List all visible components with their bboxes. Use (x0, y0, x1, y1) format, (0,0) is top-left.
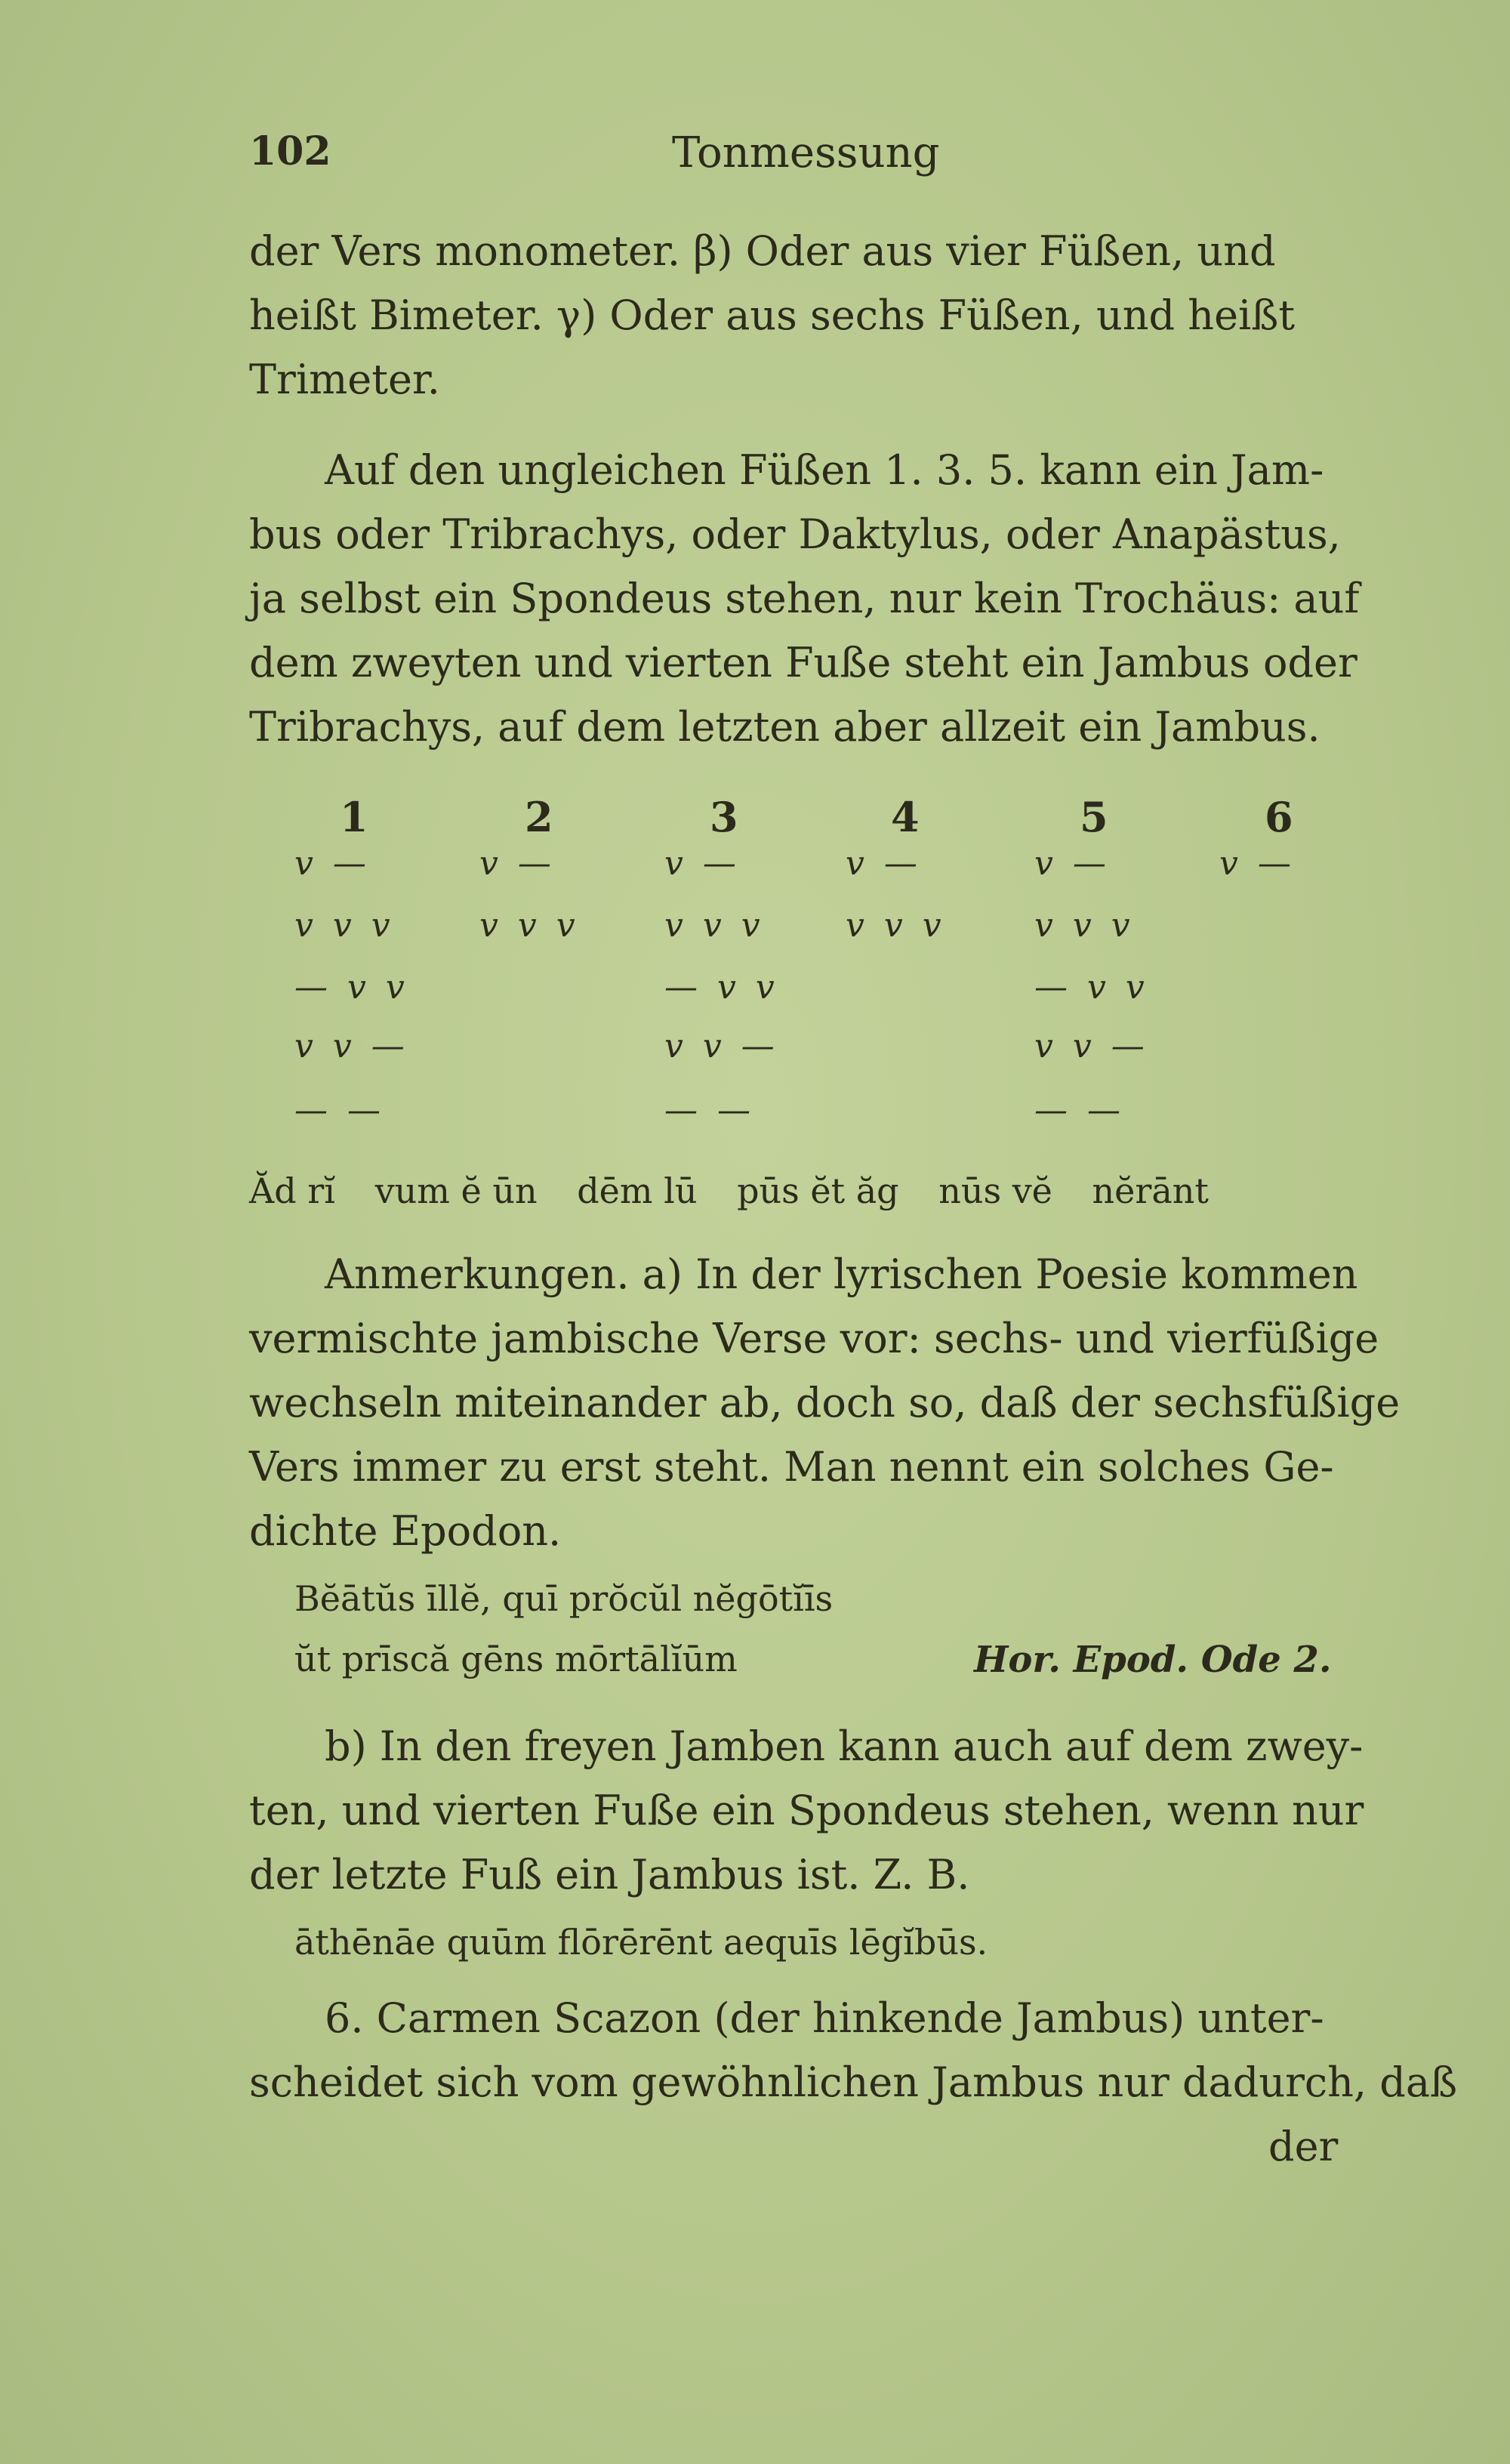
scheme-row: v v v (664, 906, 765, 945)
scheme-row: — v v (1034, 968, 1149, 1007)
verse-line: ŭt prīscă gēns mōrtālĭūm (294, 1639, 738, 1679)
syllable-group: Ăd rĭ (249, 1170, 335, 1211)
foot-number: 6 (1265, 793, 1293, 841)
text-line: Vers immer zu erst steht. Man nennt ein solches Ge- (249, 1443, 1334, 1491)
syllable-group: nūs vĕ (938, 1170, 1052, 1211)
metrical-scheme (249, 793, 1344, 1148)
page-header (249, 128, 1291, 189)
scheme-row: v — (846, 844, 922, 883)
scheme-row: — — (294, 1091, 385, 1130)
citation: Hor. Epod. Ode 2. (974, 1639, 1332, 1681)
verse-line: Bĕātŭs īllĕ, quī prŏcŭl nĕgōtĭīs (294, 1578, 834, 1619)
paragraph-notes (249, 1242, 1401, 1563)
scheme-row: v — (479, 844, 556, 883)
page-number: 102 (249, 128, 331, 174)
foot-number: 1 (340, 793, 368, 841)
scheme-row: v v v (846, 906, 946, 945)
syllable-group: dēm lū (577, 1170, 698, 1211)
scheme-row: — v v (664, 968, 779, 1007)
text-line: wechseln miteinander ab, doch so, daß der sechsfüßige (249, 1379, 1401, 1426)
text-line: Anmerkungen. a) In der lyrischen Poesie kommen (325, 1251, 1358, 1298)
text-line: der Vers monometer. β) Oder aus vier Füßen, und (249, 227, 1276, 275)
foot-number: 4 (891, 793, 920, 841)
paragraph-scazon (249, 1986, 1458, 2179)
scheme-row: v v — (664, 1027, 779, 1065)
scheme-row: v v v (1034, 906, 1135, 945)
text-line: ja selbst ein Spondeus stehen, nur kein Trochäus: auf (249, 575, 1360, 622)
foot-number: 2 (525, 793, 553, 841)
text-line: b) In den freyen Jamben kann auch auf dem zwey- (325, 1722, 1364, 1770)
scheme-row: — — (1034, 1091, 1125, 1130)
text-line: Trimeter. (249, 356, 440, 403)
scheme-row: v v v (294, 906, 395, 945)
paragraph-verse-types (249, 219, 1359, 412)
paragraph-feet-rules (249, 438, 1359, 759)
text-line: heißt Bimeter. γ) Oder aus sechs Füßen, und heißt (249, 291, 1296, 339)
scheme-row: v — (1219, 844, 1296, 883)
syllable-group: pūs ĕt ăg (737, 1170, 899, 1211)
text-line: scheidet sich vom gewöhnlichen Jambus nur dadurch, daß (249, 2058, 1458, 2106)
text-line: bus oder Tribrachys, oder Daktylus, oder Anapästus, (249, 510, 1341, 558)
scheme-row: v v — (1034, 1027, 1149, 1065)
text-line: ten, und vierten Fuße ein Spondeus stehen, wenn nur (249, 1787, 1364, 1834)
text-line: Tribrachys, auf dem letzten aber allzeit ein Jambus. (249, 703, 1320, 751)
scheme-row: v — (294, 844, 371, 883)
text-line: Auf den ungleichen Füßen 1. 3. 5. kann ein Jam- (325, 446, 1324, 494)
text-line: 6. Carmen Scazon (der hinkende Jambus) unter- (325, 1994, 1324, 2042)
scheme-row: v v v (479, 906, 580, 945)
foot-number: 3 (710, 793, 738, 841)
text-line: vermischte jambische Verse vor: sechs- und vierfüßige (249, 1315, 1379, 1362)
text-line: dem zweyten und vierten Fuße steht ein Jambus oder (249, 639, 1357, 686)
syllable-group: nĕrānt (1092, 1170, 1209, 1211)
text-line: dichte Epodon. (249, 1507, 562, 1555)
text-line: der letzte Fuß ein Jambus ist. Z. B. (249, 1851, 970, 1898)
syllable-group: vum ĕ ūn (374, 1170, 538, 1211)
scheme-row: v — (664, 844, 741, 883)
catchword: der (1268, 2123, 1339, 2170)
verse-line: āthēnāe quūm flōrērēnt aequīs lēgĭbūs. (294, 1922, 988, 1963)
scheme-row: v v — (294, 1027, 409, 1065)
paragraph-note-b (249, 1714, 1364, 1907)
scansion-line (249, 1170, 1237, 1211)
scheme-row: v — (1034, 844, 1111, 883)
foot-number: 5 (1080, 793, 1108, 841)
running-head: Tonmessung (672, 128, 940, 177)
scheme-row: — — (664, 1091, 755, 1130)
scheme-row: — v v (294, 968, 409, 1007)
